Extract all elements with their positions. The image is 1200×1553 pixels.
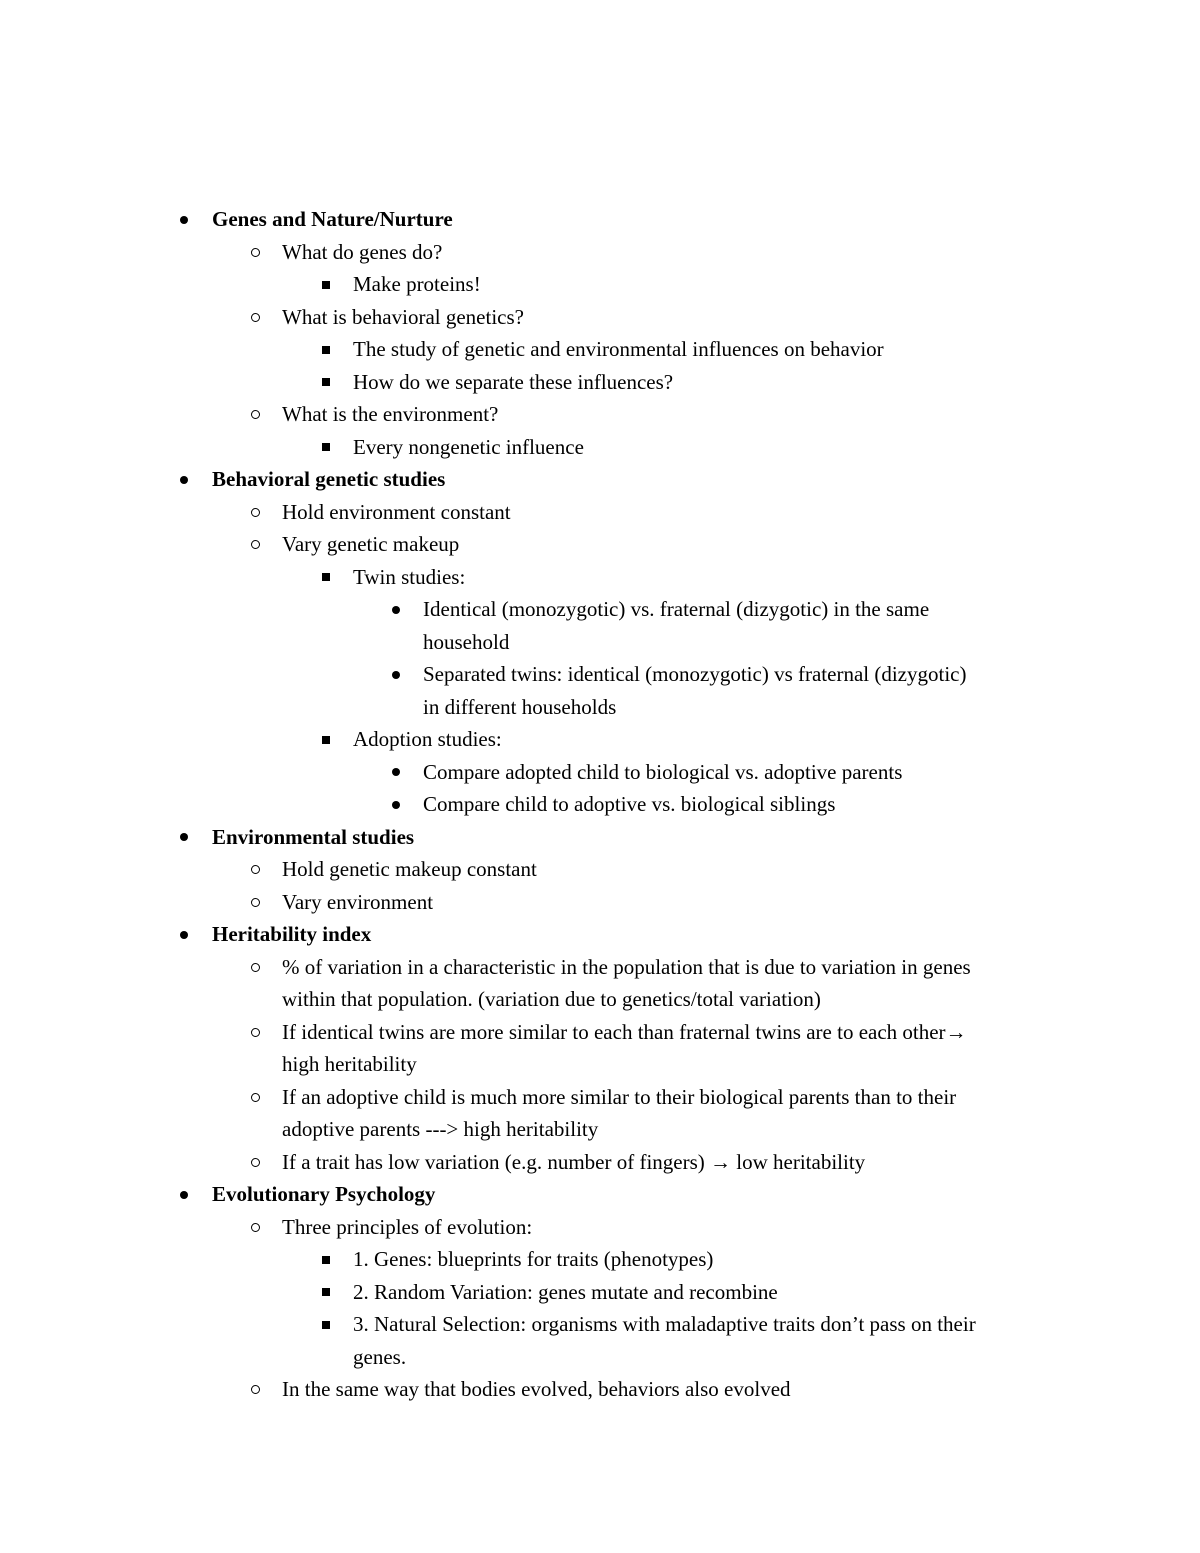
- item-text: Twin studies:: [353, 564, 466, 589]
- outline-item: [0, 886, 1200, 919]
- outline-item: [0, 723, 1200, 756]
- outline-item: [0, 1211, 1200, 1244]
- item-text: What do genes do?: [282, 239, 443, 264]
- outline-item: [0, 463, 1200, 496]
- filled-disc-bullet-icon: [174, 821, 194, 854]
- item-text: How do we separate these influences?: [353, 369, 674, 394]
- outline-item: [0, 788, 1200, 821]
- hollow-circle-bullet-icon: [245, 1016, 265, 1049]
- outline-item: [0, 203, 1200, 236]
- outline-item: [0, 658, 1200, 691]
- hollow-circle-bullet-icon: [245, 496, 265, 529]
- section-heading: Genes and Nature/Nurture: [212, 207, 453, 231]
- filled-disc-bullet-icon: [386, 658, 406, 691]
- filled-disc-bullet-icon: [174, 203, 194, 236]
- filled-disc-bullet-icon: [386, 788, 406, 821]
- filled-disc-bullet-icon: [174, 463, 194, 496]
- outline-item-continuation: [0, 1048, 1200, 1081]
- notes-page: [0, 203, 1200, 1406]
- outline-item: [0, 561, 1200, 594]
- item-text: The study of genetic and environmental influences on behavior: [353, 337, 884, 361]
- outline-item: [0, 593, 1200, 626]
- outline-item: [0, 366, 1200, 399]
- item-text: Three principles of evolution:: [282, 1214, 533, 1239]
- square-bullet-icon: [316, 723, 336, 756]
- outline-item-continuation: [0, 1113, 1200, 1146]
- item-text: Vary genetic makeup: [282, 532, 460, 556]
- outline-item: [0, 1016, 1200, 1049]
- item-text: 3. Natural Selection: organisms with maladaptive traits don’t pass on their: [353, 1312, 976, 1336]
- outline-item: [0, 756, 1200, 789]
- square-bullet-icon: [316, 1308, 336, 1341]
- square-bullet-icon: [316, 366, 336, 399]
- item-text: % of variation in a characteristic in the population that is due to variation in genes: [282, 954, 971, 979]
- item-text: adoptive parents ---> high heritability: [282, 1117, 599, 1141]
- outline-item: [0, 1373, 1200, 1406]
- item-text: If a trait has low variation (e.g. number of fingers) → low heritability: [282, 1149, 866, 1174]
- filled-disc-bullet-icon: [386, 756, 406, 789]
- outline-item: [0, 268, 1200, 301]
- item-text: 2. Random Variation: genes mutate and recombine: [353, 1279, 778, 1304]
- hollow-circle-bullet-icon: [245, 398, 265, 431]
- item-text: Vary environment: [282, 889, 434, 914]
- square-bullet-icon: [316, 268, 336, 301]
- square-bullet-icon: [316, 561, 336, 594]
- hollow-circle-bullet-icon: [245, 1146, 265, 1179]
- hollow-circle-bullet-icon: [245, 886, 265, 919]
- item-text: genes.: [353, 1344, 407, 1369]
- item-text: If an adoptive child is much more similar to their biological parents than to their: [282, 1084, 957, 1109]
- item-text: in different households: [423, 694, 617, 719]
- item-text: Compare adopted child to biological vs. adoptive parents: [423, 759, 903, 784]
- outline-item-continuation: [0, 983, 1200, 1016]
- outline-item-continuation: [0, 691, 1200, 724]
- hollow-circle-bullet-icon: [245, 1081, 265, 1114]
- item-text: What is behavioral genetics?: [282, 304, 524, 329]
- outline-item: [0, 1243, 1200, 1276]
- outline-item: [0, 1308, 1200, 1341]
- outline-item: [0, 333, 1200, 366]
- square-bullet-icon: [316, 333, 336, 366]
- item-text: high heritability: [282, 1052, 417, 1076]
- outline-item: [0, 236, 1200, 269]
- section-heading: Evolutionary Psychology: [212, 1182, 436, 1206]
- hollow-circle-bullet-icon: [245, 528, 265, 561]
- section-heading: Heritability index: [212, 922, 372, 946]
- outline-item: [0, 528, 1200, 561]
- filled-disc-bullet-icon: [174, 1178, 194, 1211]
- outline-item: [0, 398, 1200, 431]
- outline-item-continuation: [0, 1341, 1200, 1374]
- item-text: What is the environment?: [282, 402, 499, 426]
- hollow-circle-bullet-icon: [245, 1211, 265, 1244]
- square-bullet-icon: [316, 1276, 336, 1309]
- item-text: within that population. (variation due to genetics/total variation): [282, 987, 821, 1011]
- outline-item: [0, 1178, 1200, 1211]
- hollow-circle-bullet-icon: [245, 301, 265, 334]
- item-text: Adoption studies:: [353, 727, 502, 751]
- outline-item-continuation: [0, 626, 1200, 659]
- outline-item: [0, 1276, 1200, 1309]
- square-bullet-icon: [316, 431, 336, 464]
- square-bullet-icon: [316, 1243, 336, 1276]
- outline-item: [0, 1081, 1200, 1114]
- hollow-circle-bullet-icon: [245, 1373, 265, 1406]
- outline-item: [0, 918, 1200, 951]
- hollow-circle-bullet-icon: [245, 236, 265, 269]
- section-heading: Environmental studies: [212, 824, 415, 849]
- outline-item: [0, 821, 1200, 854]
- item-text: In the same way that bodies evolved, behaviors also evolved: [282, 1377, 791, 1401]
- outline-item: [0, 496, 1200, 529]
- item-text: household: [423, 629, 510, 654]
- outline-item: [0, 301, 1200, 334]
- hollow-circle-bullet-icon: [245, 853, 265, 886]
- item-text: Compare child to adoptive vs. biological siblings: [423, 792, 836, 816]
- item-text: Identical (monozygotic) vs. fraternal (dizygotic) in the same: [423, 597, 930, 621]
- item-text: Hold environment constant: [282, 499, 511, 524]
- hollow-circle-bullet-icon: [245, 951, 265, 984]
- outline-item: [0, 431, 1200, 464]
- item-text: If identical twins are more similar to each than fraternal twins are to each other→: [282, 1019, 967, 1044]
- item-text: Separated twins: identical (monozygotic) vs fraternal (dizygotic): [423, 662, 967, 686]
- outline-item: [0, 951, 1200, 984]
- item-text: 1. Genes: blueprints for traits (phenotypes): [353, 1247, 714, 1271]
- filled-disc-bullet-icon: [174, 918, 194, 951]
- outline-item: [0, 1146, 1200, 1179]
- outline-item: [0, 853, 1200, 886]
- item-text: Hold genetic makeup constant: [282, 857, 537, 881]
- item-text: Every nongenetic influence: [353, 434, 584, 459]
- item-text: Make proteins!: [353, 272, 481, 296]
- filled-disc-bullet-icon: [386, 593, 406, 626]
- section-heading: Behavioral genetic studies: [212, 467, 446, 491]
